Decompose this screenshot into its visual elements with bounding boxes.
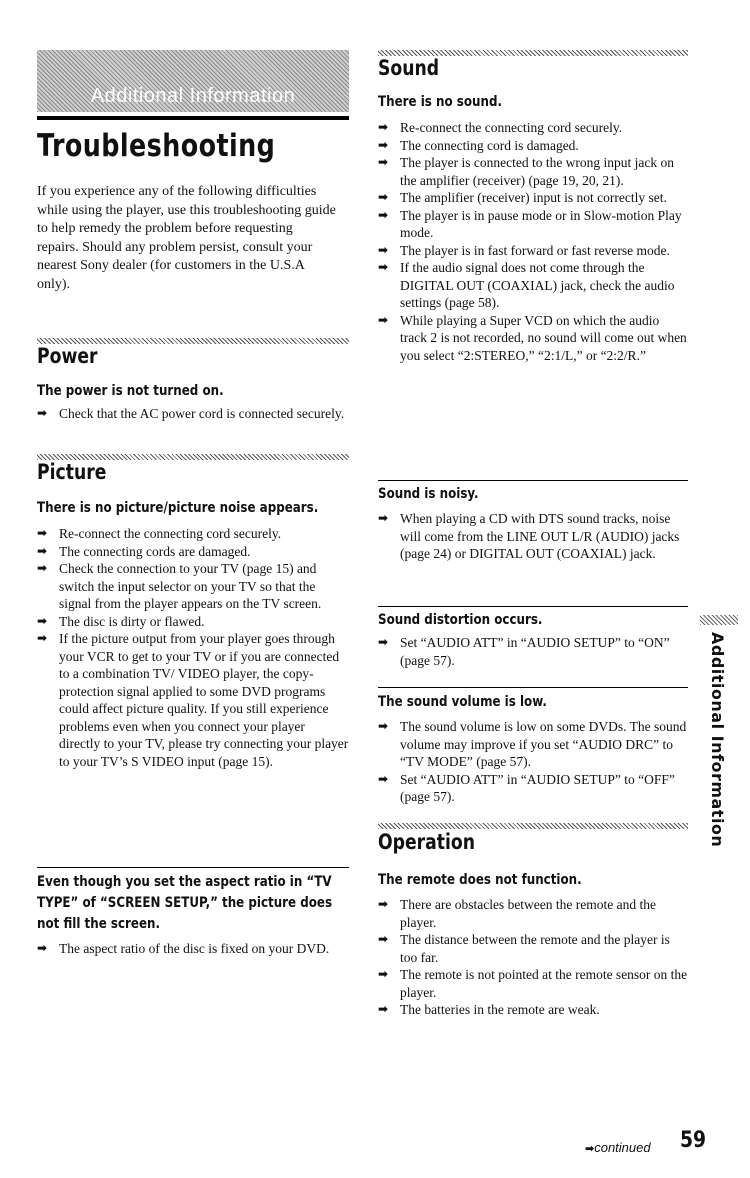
arrow-icon: ➡ xyxy=(378,511,389,525)
divider xyxy=(378,606,688,607)
arrow-icon: ➡ xyxy=(37,543,48,558)
arrow-icon: ➡ xyxy=(378,1002,389,1016)
operation-items xyxy=(378,896,688,1019)
sound-items-4 xyxy=(378,718,688,806)
list-item: ➡ The sound volume is low on some DVDs. The sound volume may improve if you set “AUDIO DRC” to “TV MODE” (page 57). xyxy=(378,719,687,769)
arrow-icon: ➡ xyxy=(37,526,48,540)
arrow-icon: ➡ xyxy=(378,155,389,169)
section-banner xyxy=(37,50,349,112)
power-question: The power is not turned on. xyxy=(37,383,224,399)
side-tab-label: Additional Information xyxy=(708,632,727,848)
arrow-icon: ➡ xyxy=(378,932,389,946)
sound-items-3 xyxy=(378,634,688,669)
arrow-icon: ➡ xyxy=(378,719,389,733)
list-item: ➡ There are obstacles between the remote and the player. xyxy=(378,897,656,930)
list-item: ➡ If the audio signal does not come through the DIGITAL OUT (COAXIAL) jack, check the audio settings (page 58). xyxy=(378,260,675,310)
banner-label: Additional Information xyxy=(90,85,296,107)
list-item: ➡ The aspect ratio of the disc is fixed on your DVD. xyxy=(37,941,330,956)
operation-question: The remote does not function. xyxy=(378,872,582,888)
arrow-icon: ➡ xyxy=(378,242,389,257)
power-heading: Power xyxy=(37,344,98,368)
list-item: ➡ The connecting cords are damaged. xyxy=(37,543,251,559)
picture-items-2 xyxy=(37,940,349,958)
divider xyxy=(378,480,688,481)
sound-question-2: Sound is noisy. xyxy=(378,486,479,502)
picture-heading: Picture xyxy=(37,460,107,484)
arrow-icon: ➡ xyxy=(378,190,389,204)
list-item: ➡ Re-connect the connecting cord securely. xyxy=(37,526,282,541)
arrow-icon: ➡ xyxy=(378,120,389,134)
sound-heading: Sound xyxy=(378,56,440,80)
list-item: ➡ The distance between the remote and the player is too far. xyxy=(378,932,670,965)
arrow-icon: ➡ xyxy=(378,260,389,274)
arrow-icon: ➡ xyxy=(378,771,389,786)
list-item: ➡ Set “AUDIO ATT” in “AUDIO SETUP” to “ON” (page 57). xyxy=(378,635,670,668)
arrow-icon: ➡ xyxy=(378,897,389,911)
sound-items-2 xyxy=(378,510,688,563)
list-item: ➡ While playing a Super VCD on which the audio track 2 is not recorded, no sound will come out when you select “2:STEREO,” “2:1/L,” or “2:2/R.” xyxy=(378,312,687,363)
arrow-icon: ➡ xyxy=(378,967,389,981)
sound-question-1: There is no sound. xyxy=(378,94,502,110)
intro-text: If you experience any of the following difficulties while using the player, use this troubleshooting guide to help remedy the problem before requesting repairs. Should any problem persist, consult your nearest Sony dealer (for customers in the U.S.A only). xyxy=(37,184,336,292)
sound-question-4: The sound volume is low. xyxy=(378,694,547,710)
page-title: Troubleshooting xyxy=(37,128,276,164)
arrow-icon: ➡ xyxy=(378,312,389,327)
list-item: ➡ The amplifier (receiver) input is not correctly set. xyxy=(378,190,667,205)
power-items xyxy=(37,405,349,423)
list-item: ➡ When playing a CD with DTS sound tracks, noise will come from the LINE OUT L/R (AUDIO) jacks (page 24) or DIGITAL OUT (COAXIAL) jack. xyxy=(378,511,680,561)
arrow-icon: ➡ xyxy=(37,613,48,628)
list-item: ➡ The player is in pause mode or in Slow-motion Play mode. xyxy=(378,207,682,240)
divider xyxy=(378,687,688,688)
list-item: ➡ The connecting cord is damaged. xyxy=(378,137,579,153)
operation-heading: Operation xyxy=(378,830,475,854)
picture-question-1: There is no picture/picture noise appears. xyxy=(37,500,319,516)
list-item: ➡ Set “AUDIO ATT” in “AUDIO SETUP” to “OFF” (page 57). xyxy=(378,771,675,804)
arrow-icon: ➡ xyxy=(378,137,389,152)
list-item: ➡ Check that the AC power cord is connected securely. xyxy=(37,406,345,421)
list-item: ➡ The remote is not pointed at the remote sensor on the player. xyxy=(378,967,688,1000)
arrow-icon: ➡ xyxy=(37,941,48,955)
list-item: ➡ Re-connect the connecting cord securely. xyxy=(378,120,623,135)
list-item: ➡ The player is connected to the wrong input jack on the amplifier (receiver) (page 19, 20, 21). xyxy=(378,155,675,188)
page-number: 59 xyxy=(680,1128,707,1153)
list-item: ➡ Check the connection to your TV (page 15) and switch the input selector on your TV so that the signal from the player appears on the TV screen. xyxy=(37,561,322,611)
list-item: ➡ The batteries in the remote are weak. xyxy=(378,1002,600,1017)
side-tab-hatch xyxy=(700,615,738,625)
banner-rule xyxy=(37,116,349,120)
arrow-icon: ➡ xyxy=(37,406,48,420)
arrow-icon: ➡ xyxy=(37,631,48,645)
arrow-icon: ➡ xyxy=(37,561,48,575)
arrow-icon: ➡ xyxy=(378,207,389,222)
arrow-icon: ➡ xyxy=(585,1142,595,1155)
arrow-icon: ➡ xyxy=(378,635,389,649)
list-item: ➡ The player is in fast forward or fast reverse mode. xyxy=(378,242,670,258)
divider xyxy=(378,823,688,829)
list-item: ➡ If the picture output from your player goes through your VCR to get to your TV or if you are connected to a combination TV/ VIDEO player, the copy-protection signal applied to some DVD programs could affect picture quality. If you still experience problems even when you connect your player directly to your TV, please try connecting your player to your TV’s S VIDEO input (page 15). xyxy=(37,631,349,769)
sound-question-3: Sound distortion occurs. xyxy=(378,612,543,628)
divider xyxy=(37,867,349,868)
continued-label: ➡continued xyxy=(585,1140,651,1155)
picture-question-2: Even though you set the aspect ratio in “TV TYPE” of “SCREEN SETUP,” the picture does not fill the screen. xyxy=(37,874,333,932)
picture-items-1 xyxy=(37,525,349,770)
list-item: ➡ The disc is dirty or flawed. xyxy=(37,613,205,629)
sound-items-1 xyxy=(378,119,688,364)
